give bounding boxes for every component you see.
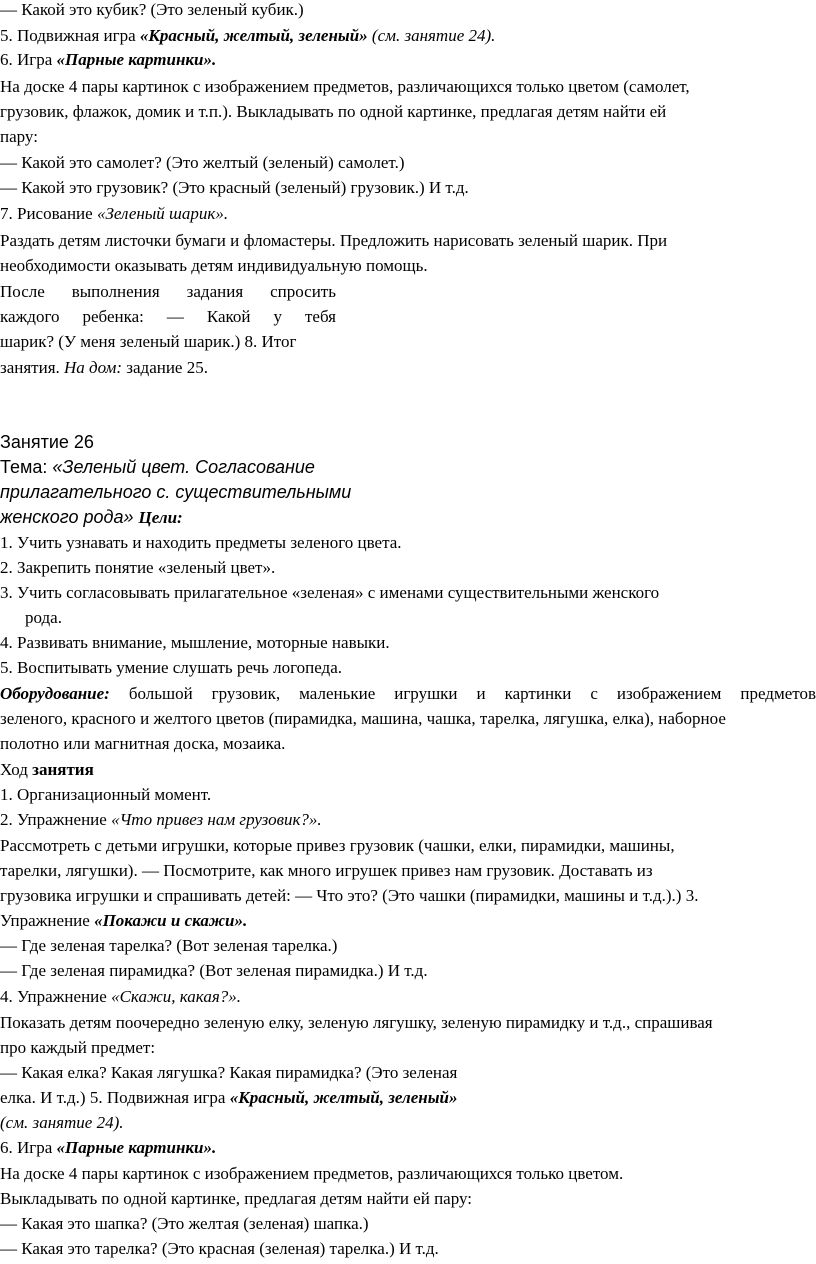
text-line [0, 1011, 713, 1035]
exercise-title: «Покажи и скажи». [94, 911, 248, 930]
line-text: : [42, 457, 53, 477]
text-line [0, 884, 698, 908]
line-text: — Какая это тарелка? (Это красная (зеленая) тарелка.) И т.д. [0, 1239, 439, 1258]
list-item [0, 808, 322, 832]
line-text: 7. Рисование [0, 204, 97, 223]
list-item [0, 1136, 216, 1160]
topic-text: «Зеленый цвет. Согласование [52, 457, 315, 477]
line-text: полотно или магнитная доска, мозаика. [0, 734, 286, 753]
line-text: На доске 4 пары картинок с изображением предметов, различающихся только цветом (самолет, [0, 77, 690, 96]
list-item [0, 985, 241, 1009]
line-text: занятия. [0, 358, 65, 377]
line-text: грузовик, флажок, домик и т.п.). Выкладывать по одной картинке, предлагая детям найти ей [0, 102, 667, 121]
list-item [0, 556, 275, 580]
line-text: 6. Игра [0, 1138, 57, 1157]
game-title: «Красный, желтый, зеленый» [229, 1088, 458, 1107]
list-item [0, 631, 390, 655]
topic-text: женского рода» [0, 507, 139, 527]
line-text: необходимости оказывать детям индивидуальную помощь. [0, 256, 428, 275]
text-line [0, 305, 336, 329]
goals-label: Цели: [138, 508, 183, 527]
list-item [0, 909, 247, 933]
text-line [0, 1162, 623, 1186]
line-text: 2. Упражнение [0, 810, 112, 829]
line-text: шарик? (У меня зеленый шарик.) 8. Итог [0, 332, 297, 351]
list-item [0, 656, 342, 680]
text-line [0, 280, 336, 304]
line-text: — Где зеленая пирамидка? (Вот зеленая пирамидка.) И т.д. [0, 961, 428, 980]
line-text: пару: [0, 127, 38, 146]
text-line [0, 176, 469, 200]
text-line [0, 254, 428, 278]
line-text: 6. Игра [0, 50, 57, 69]
line-text: — Какая это шапка? (Это желтая (зеленая) шапка.) [0, 1214, 369, 1233]
topic-text: прилагательного с. существительными [0, 482, 352, 502]
line-text: — Какая елка? Какая лягушка? Какая пирамидка? (Это зеленая [0, 1063, 458, 1082]
homework-label: На дом: [64, 358, 123, 377]
text-line [0, 1061, 457, 1085]
line-text: 1. Учить узнавать и находить предметы зеленого цвета. [0, 533, 402, 552]
text-line [0, 0, 304, 22]
line-text: После выполнения задания спросить [0, 282, 336, 301]
line-text: Раздать детям листочки бумаги и фломастеры. Предложить нарисовать зеленый шарик. При [0, 231, 668, 250]
text-line [0, 125, 38, 149]
line-text: Выкладывать по одной картинке, предлагая детям найти ей пару: [0, 1189, 472, 1208]
topic-line [0, 480, 351, 504]
text-line [0, 959, 428, 983]
line-text: Упражнение [0, 911, 95, 930]
line-text: — Какой это самолет? (Это желтый (зеленый) самолет.) [0, 153, 405, 172]
line-text: зеленого, красного и желтого цветов (пирамидка, машина, чашка, тарелка, лягушка, елка), наборное [0, 709, 726, 728]
text-line [0, 834, 675, 858]
line-text: каждого ребенка: — Какой у тебя [0, 307, 336, 326]
equipment-label: Оборудование: [0, 684, 110, 703]
topic-label: Тема [0, 457, 43, 477]
game-title: «Парные картинки». [56, 50, 217, 69]
text-line [0, 75, 690, 99]
line-text: елка. И т.д.) 5. Подвижная игра [0, 1088, 230, 1107]
line-text: Ход [0, 760, 33, 779]
line-text: — Какой это кубик? (Это зеленый кубик.) [0, 0, 304, 19]
line-text: — Какой это грузовик? (Это красный (зеленый) грузовик.) И т.д. [0, 178, 469, 197]
list-item [0, 202, 228, 226]
list-item [0, 48, 216, 72]
list-item [0, 531, 402, 555]
line-text: 1. Организационный момент. [0, 785, 212, 804]
line-text: 4. Упражнение [0, 987, 112, 1006]
text-line [0, 1111, 124, 1135]
game-title: «Красный, желтый, зеленый» [139, 26, 368, 45]
section-title: занятия [32, 760, 94, 779]
section-heading [0, 758, 94, 782]
text-line [0, 859, 653, 883]
line-text: На доске 4 пары картинок с изображением предметов, различающихся только цветом. [0, 1164, 624, 1183]
line-text: грузовика игрушки и спрашивать детей: — Что это? (Это чашки (пирамидки, машины и т.д.).) 3. [0, 886, 699, 905]
text-line [0, 707, 726, 731]
text-line [0, 732, 285, 756]
lesson-number: Занятие 26 [0, 432, 94, 452]
list-item [0, 581, 659, 605]
line-text: Рассмотреть с детьми игрушки, которые привез грузовик (чашки, елки, пирамидки, машины, [0, 836, 675, 855]
topic-line [0, 455, 315, 479]
reference: (см. занятие 24). [367, 26, 496, 45]
line-text: 5. Подвижная игра [0, 26, 140, 45]
line-text: — Где зеленая тарелка? (Вот зеленая тарелка.) [0, 936, 338, 955]
text-line [0, 100, 666, 124]
list-item-continuation [25, 606, 62, 630]
exercise-title: «Что привез нам грузовик?». [111, 810, 322, 829]
exercise-title: «Скажи, какая?». [111, 987, 241, 1006]
topic-line [0, 505, 183, 529]
text-line [0, 151, 404, 175]
line-text: 2. Закрепить понятие «зеленый цвет». [0, 558, 276, 577]
line-text: 4. Развивать внимание, мышление, моторные навыки. [0, 633, 390, 652]
list-item [0, 24, 495, 48]
line-text: большой грузовик, маленькие игрушки и картинки с изображением предметов [109, 684, 816, 703]
text-line [0, 1237, 439, 1261]
text-line [0, 934, 337, 958]
activity-title: «Зеленый шарик». [96, 204, 229, 223]
line-text: 5. Воспитывать умение слушать речь логопеда. [0, 658, 342, 677]
text-line [0, 1086, 457, 1110]
text-line [0, 1036, 155, 1060]
reference: (см. занятие 24). [0, 1113, 124, 1132]
line-text: рода. [25, 608, 62, 627]
text-line [0, 1212, 369, 1236]
list-item [0, 783, 211, 807]
line-text: про каждый предмет: [0, 1038, 156, 1057]
text-line [0, 330, 296, 354]
line-text: тарелки, лягушки). — Посмотрите, как много игрушек привез нам грузовик. Доставать из [0, 861, 653, 880]
text-line [0, 229, 667, 253]
game-title: «Парные картинки». [56, 1138, 217, 1157]
text-line [0, 356, 208, 380]
line-text: Показать детям поочередно зеленую елку, зеленую лягушку, зеленую пирамидку и т.д., спрашивая [0, 1013, 713, 1032]
equipment-line [0, 682, 816, 706]
line-text: задание 25. [122, 358, 208, 377]
lesson-heading [0, 430, 94, 454]
line-text: 3. Учить согласовывать прилагательное «зеленая» с именами существительными женского [0, 583, 660, 602]
text-line [0, 1187, 472, 1211]
